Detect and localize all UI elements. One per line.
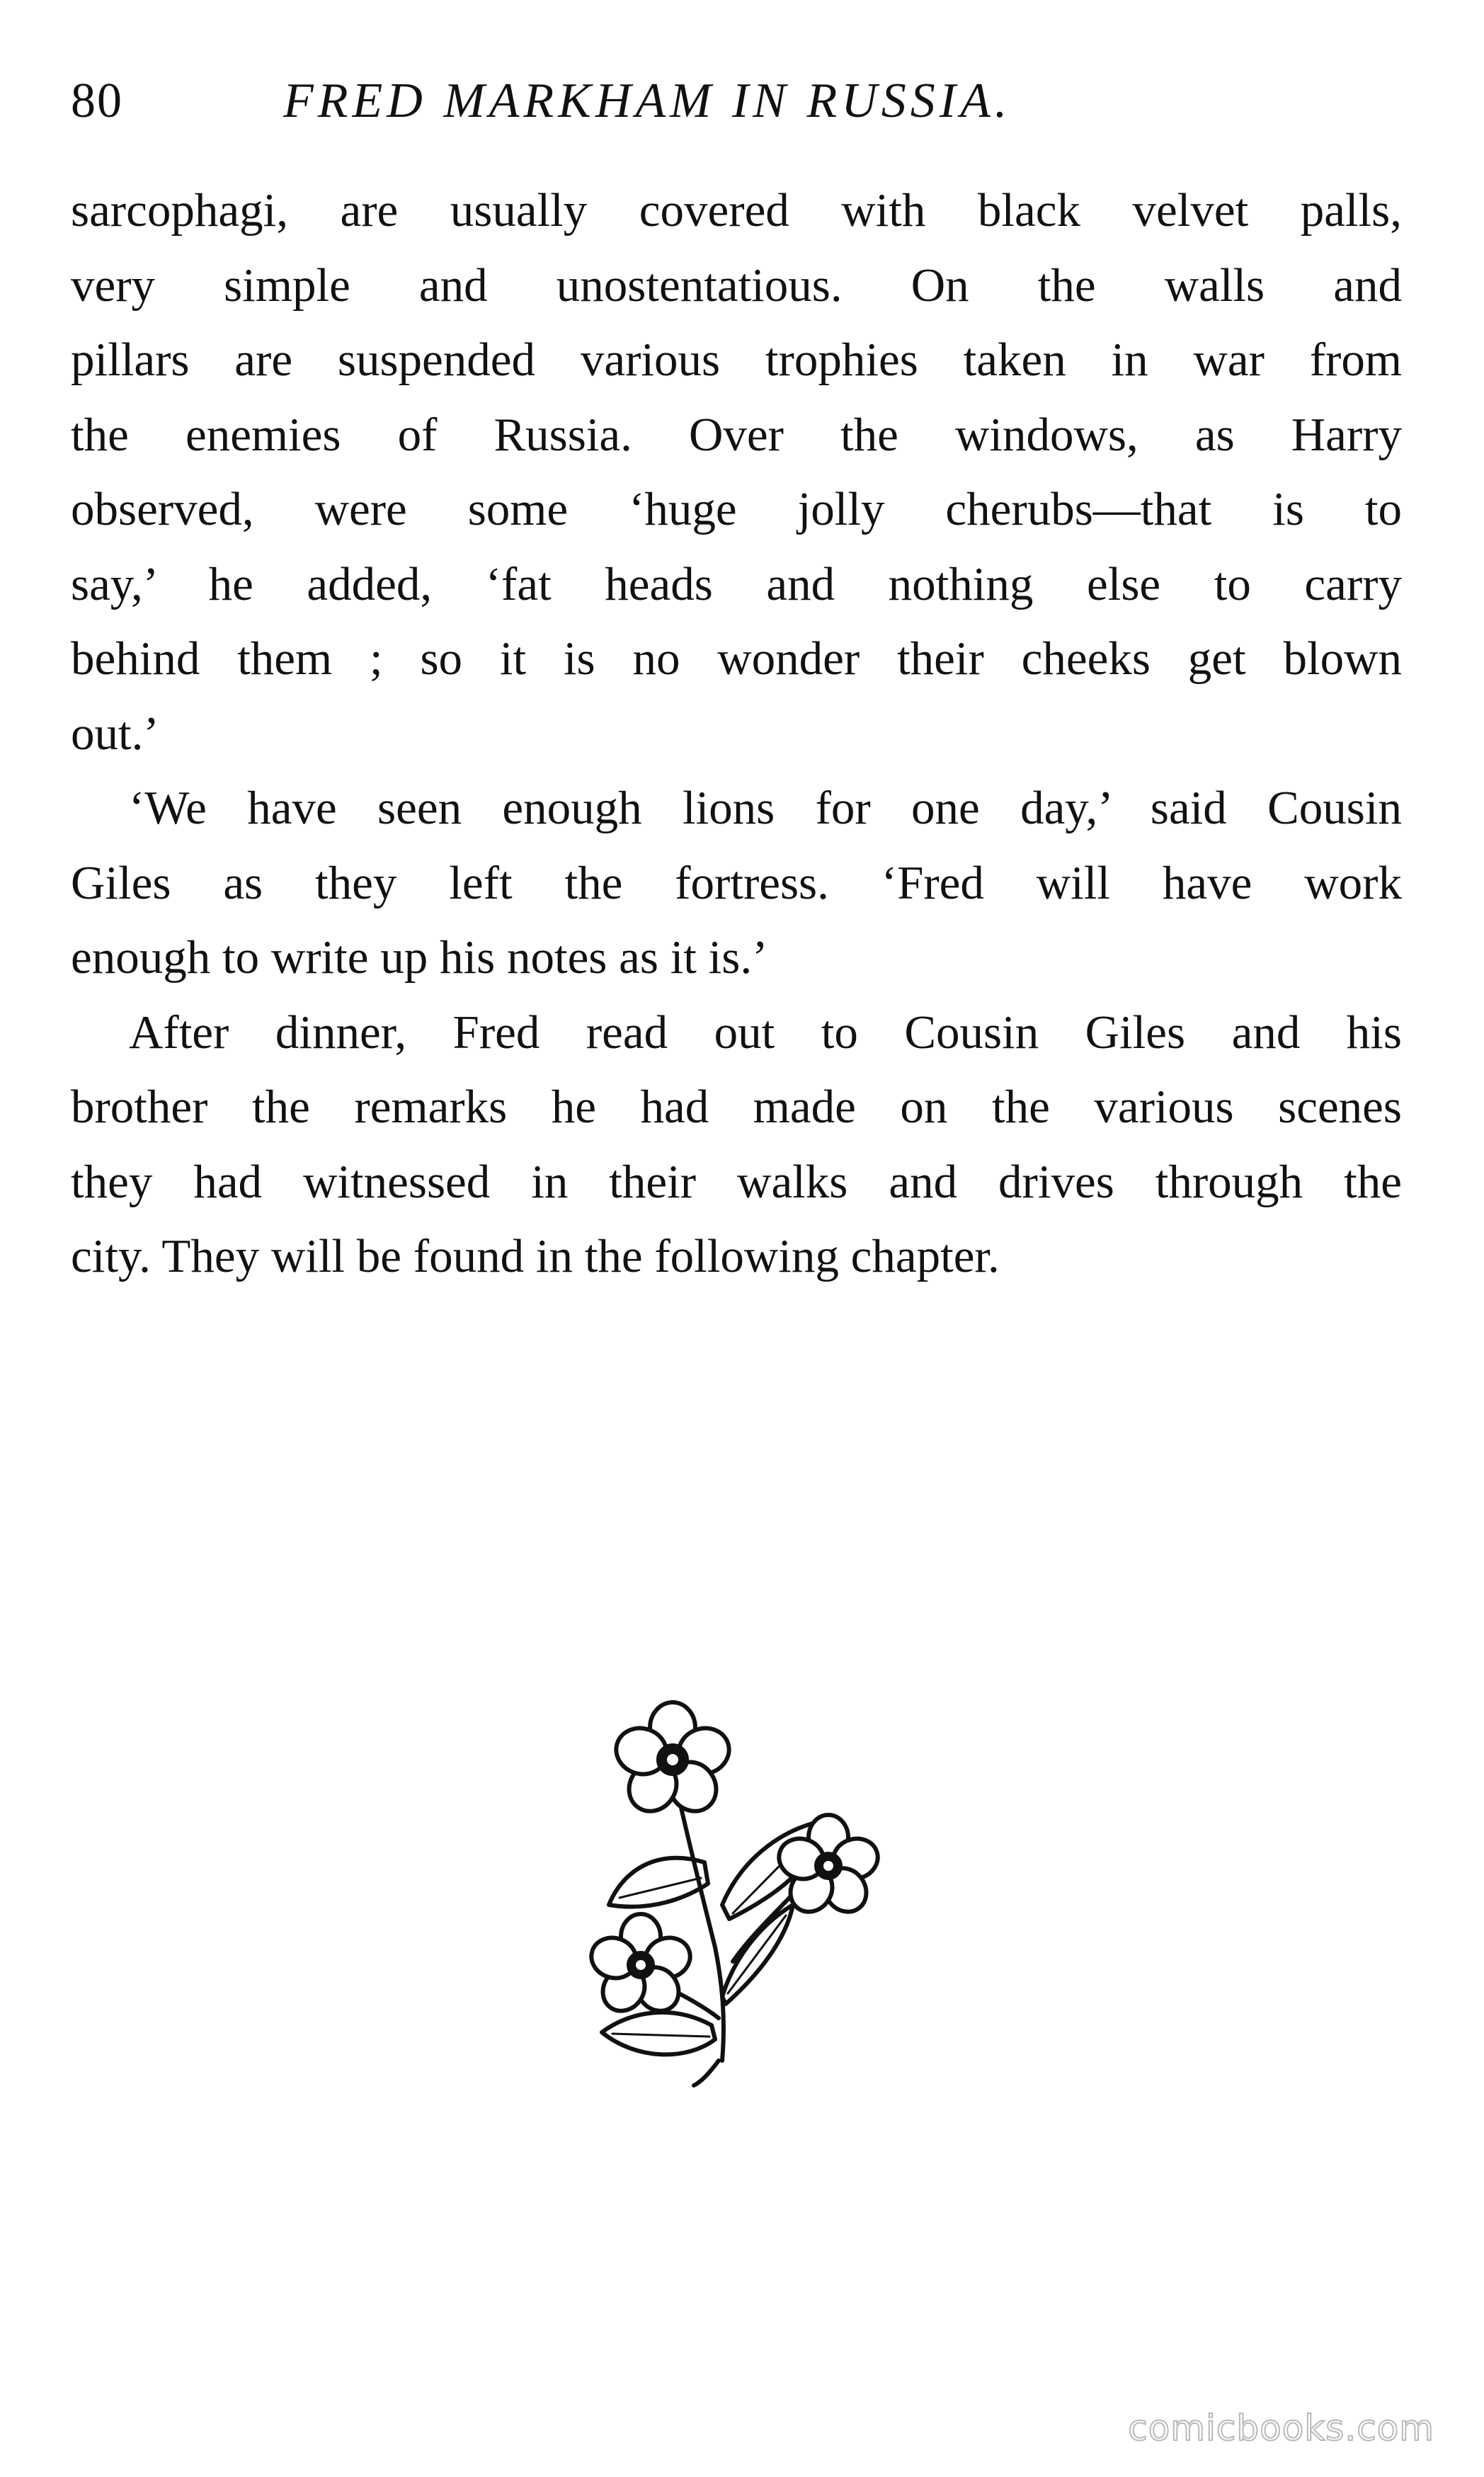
text-line: say,’ he added, ‘fat heads and nothing else to carry: [71, 557, 1402, 610]
paragraph-1: [71, 173, 1402, 771]
text-line: very simple and unostentatious. On the walls and: [71, 258, 1402, 312]
body-text: [71, 173, 1402, 1294]
page-header: [71, 62, 1416, 140]
text-line: pillars are suspended various trophies taken in war from: [71, 334, 1402, 386]
text-line: behind them ; so it is no wonder their cheeks get blown: [71, 632, 1402, 685]
text-line: sarcophagi, are usually covered with black velvet palls,: [71, 184, 1402, 237]
text-line: city. They will be found in the following chapter.: [71, 1230, 1000, 1282]
text-line: brother the remarks he had made on the various scenes: [71, 1081, 1402, 1133]
text-line: the enemies of Russia. Over the windows, as Harry: [71, 408, 1402, 461]
text-line: ‘We have seen enough lions for one day,’ said Cousin: [129, 782, 1402, 834]
text-line: out.’: [71, 707, 159, 760]
text-line: After dinner, Fred read out to Cousin Giles and his: [129, 1006, 1402, 1059]
text-line: enough to write up his notes as it is.’: [71, 931, 768, 984]
running-title: FRED MARKHAM IN RUSSIA.: [283, 74, 1012, 128]
watermark: comicbooks.com: [1128, 2408, 1434, 2449]
text-line: they had witnessed in their walks and drives through the: [71, 1155, 1402, 1208]
text-line: Giles as they left the fortress. ‘Fred will have work: [71, 856, 1402, 909]
paragraph-3: [71, 996, 1402, 1294]
flower-sprig-icon: [581, 1692, 892, 2089]
text-line: observed, were some ‘huge jolly cherubs—that is to: [71, 483, 1402, 535]
paragraph-2: [71, 771, 1402, 996]
page-number: 80: [71, 74, 123, 128]
